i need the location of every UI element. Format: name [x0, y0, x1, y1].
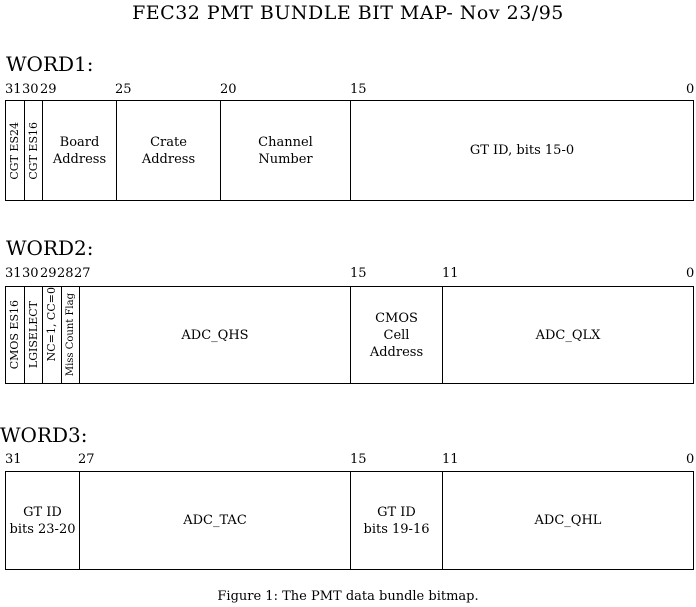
word2-field-adc-qlx: ADC_QLX — [535, 327, 601, 343]
word2-field-miss-count-flag: Miss Count Flag — [62, 287, 80, 383]
word1-field-cgt-es24: CGT ES24 — [6, 101, 25, 200]
word3-bit-15: 15 — [350, 452, 367, 467]
word2-bit-31: 31 — [5, 266, 22, 281]
word1-field-crate-address: Crate Address — [117, 101, 221, 200]
word2-bit-15: 15 — [350, 266, 367, 281]
word1-bit-31: 31 — [5, 82, 22, 97]
word2-field-lgiselect: LGISELECT — [25, 287, 43, 383]
word3-bit-row — [5, 471, 694, 570]
word1-bit-20: 20 — [220, 82, 237, 97]
word2-field-nc-cc: NC=1, CC=0 — [43, 287, 62, 383]
word1-bit-29: 29 — [40, 82, 57, 97]
diagram-title: FEC32 PMT BUNDLE BIT MAP- Nov 23/95 — [132, 2, 564, 24]
word2-bit-28: 28 — [57, 266, 74, 281]
word1-bit-0: 0 — [686, 82, 695, 97]
word2-bit-30: 30 — [22, 266, 39, 281]
word1-bit-row — [5, 100, 694, 201]
word1-field-channel-number: Channel Number — [221, 101, 351, 200]
word2-field-adc-qhs: ADC_QHS — [80, 287, 351, 383]
word3-field-gt-id-23-20: GT ID bits 23-20 — [6, 472, 80, 569]
word1-field-board-address: Board Address — [43, 101, 117, 200]
word3-bit-0: 0 — [686, 452, 695, 467]
word2-bit-27: 27 — [74, 266, 91, 281]
word3-bit-31: 31 — [5, 452, 22, 467]
word1-field-cgt-es16: CGT ES16 — [25, 101, 43, 200]
word3-field-gt-id-19-16: GT ID bits 19-16 — [351, 472, 443, 569]
word2-field-cmos-es16: CMOS ES16 — [6, 287, 25, 383]
word3-label: WORD3: — [0, 423, 88, 447]
word2-bit-29: 29 — [40, 266, 57, 281]
word1-label: WORD1: — [6, 52, 94, 76]
figure-caption: Figure 1: The PMT data bundle bitmap. — [217, 589, 479, 604]
word2-bit-0: 0 — [686, 266, 695, 281]
word2-field-cmos-cell-address: CMOS Cell Address — [351, 287, 443, 383]
word1-bit-25: 25 — [115, 82, 132, 97]
word3-field-adc-qhl: ADC_QHL — [534, 513, 602, 528]
word3-field-adc-tac: ADC_TAC — [80, 472, 351, 569]
word3-bit-11: 11 — [442, 452, 459, 467]
word2-label: WORD2: — [6, 236, 94, 260]
word2-bit-11: 11 — [442, 266, 459, 281]
word1-bit-30: 30 — [22, 82, 39, 97]
word1-bit-15: 15 — [350, 82, 367, 97]
word1-field-gt-id: GT ID, bits 15-0 — [469, 143, 575, 158]
word3-bit-27: 27 — [78, 452, 95, 467]
word2-bit-row — [5, 286, 694, 384]
